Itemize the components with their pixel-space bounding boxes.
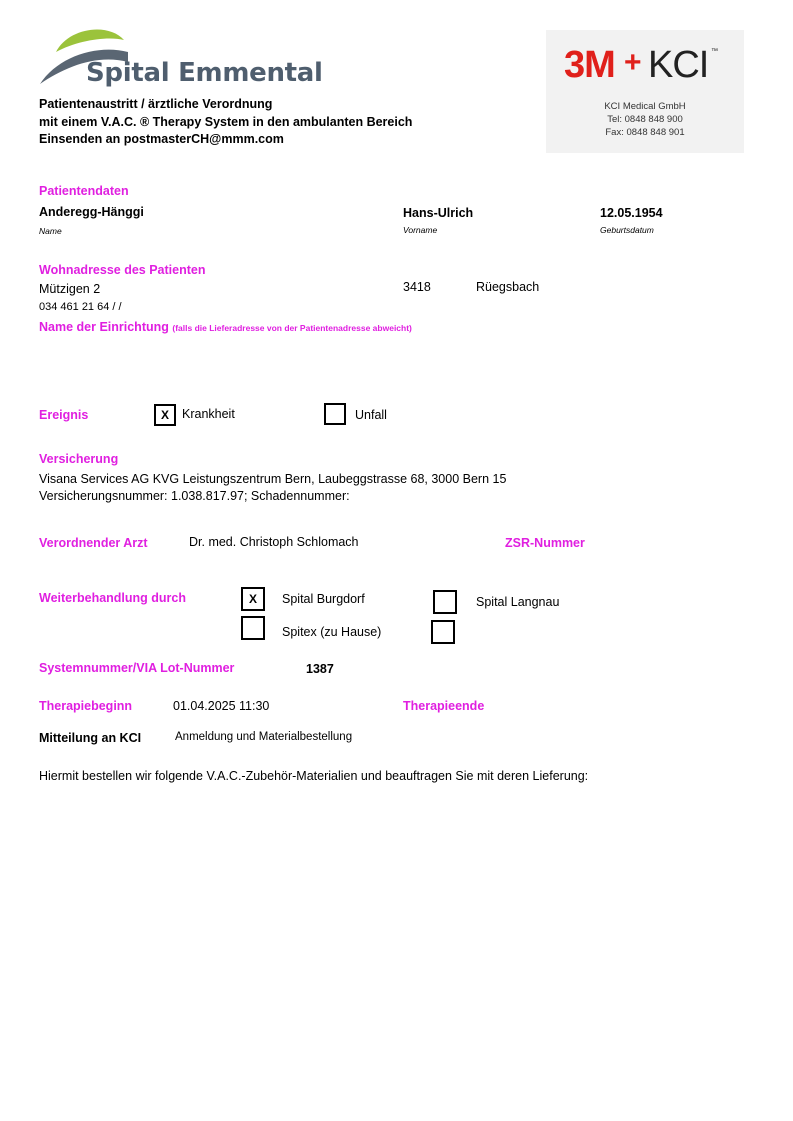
section-wohnadresse: Wohnadresse des Patienten xyxy=(39,263,206,277)
einrichtung-note: (falls die Lieferadresse von der Patientenadresse abweicht) xyxy=(172,323,412,333)
section-weiterbehandlung: Weiterbehandlung durch xyxy=(39,591,186,605)
langnau-checkbox[interactable] xyxy=(433,590,457,614)
kci-logo-box xyxy=(546,30,744,153)
kci-company: KCI Medical GmbH xyxy=(604,101,686,112)
system-label: Systemnummer/VIA Lot-Nummer xyxy=(39,661,235,675)
order-text: Hiermit bestellen wir folgende V.A.C.-Zubehör-Materialien und beauftragen Sie mit deren Lieferung: xyxy=(39,769,589,783)
krankheit-label: Krankheit xyxy=(182,407,235,421)
brand-tm: ™ xyxy=(711,48,718,55)
address-zip: 3418 xyxy=(403,280,431,294)
langnau-label: Spital Langnau xyxy=(476,595,560,609)
einrichtung-label: Name der Einrichtung xyxy=(39,320,169,334)
section-versicherung: Versicherung xyxy=(39,452,119,466)
patient-birthdate: 12.05.1954 xyxy=(600,206,663,220)
brand-3m: 3M xyxy=(564,44,615,86)
insurance-line2: Versicherungsnummer: 1.038.817.97; Schadennummer: xyxy=(39,489,350,503)
burgdorf-label: Spital Burgdorf xyxy=(282,592,365,606)
form-title-line1: Patientenaustritt / ärztliche Verordnung xyxy=(39,97,273,111)
patient-name-label: Name xyxy=(39,226,62,236)
kci-tel: Tel: 0848 848 900 xyxy=(607,114,683,125)
therapy-end-label: Therapieende xyxy=(403,699,485,713)
section-arzt: Verordnender Arzt xyxy=(39,536,148,550)
spitex-label: Spitex (zu Hause) xyxy=(282,625,382,639)
brand-kci: KCI xyxy=(648,44,709,86)
message-label: Mitteilung an KCI xyxy=(39,731,142,745)
section-patientendaten: Patientendaten xyxy=(39,184,129,198)
krankheit-checkbox[interactable]: X xyxy=(154,404,176,426)
unfall-checkbox[interactable] xyxy=(324,403,346,425)
extra-checkbox[interactable] xyxy=(431,620,455,644)
system-value: 1387 xyxy=(306,662,334,676)
kci-fax: Fax: 0848 848 901 xyxy=(605,127,685,138)
unfall-label: Unfall xyxy=(355,408,387,422)
form-title-line3: Einsenden an postmasterCH@mmm.com xyxy=(39,132,284,146)
therapy-start-label: Therapiebeginn xyxy=(39,699,133,713)
insurance-line1: Visana Services AG KVG Leistungszentrum Bern, Laubeggstrasse 68, 3000 Bern 15 xyxy=(39,472,507,486)
logo-name: Spital Emmental xyxy=(86,58,323,88)
spitex-checkbox[interactable] xyxy=(241,616,265,640)
doctor-name: Dr. med. Christoph Schlomach xyxy=(189,535,359,549)
brand-plus: + xyxy=(624,46,642,79)
therapy-start-value: 01.04.2025 11:30 xyxy=(173,699,270,713)
section-einrichtung xyxy=(39,320,412,334)
form-title-line2: mit einem V.A.C. ® Therapy System in den ambulanten Bereich xyxy=(39,115,413,129)
zsr-label: ZSR-Nummer xyxy=(505,536,585,550)
patient-firstname-label: Vorname xyxy=(403,225,438,235)
address-street: Mützigen 2 xyxy=(39,282,101,296)
section-ereignis: Ereignis xyxy=(39,408,89,422)
address-phone: 034 461 21 64 / / xyxy=(39,301,122,313)
patient-firstname: Hans-Ulrich xyxy=(403,206,474,220)
patient-name: Anderegg-Hänggi xyxy=(39,205,144,219)
address-city: Rüegsbach xyxy=(476,280,540,294)
patient-birthdate-label: Geburtsdatum xyxy=(600,225,654,235)
message-value: Anmeldung und Materialbestellung xyxy=(175,731,353,743)
burgdorf-checkbox[interactable]: X xyxy=(241,587,265,611)
